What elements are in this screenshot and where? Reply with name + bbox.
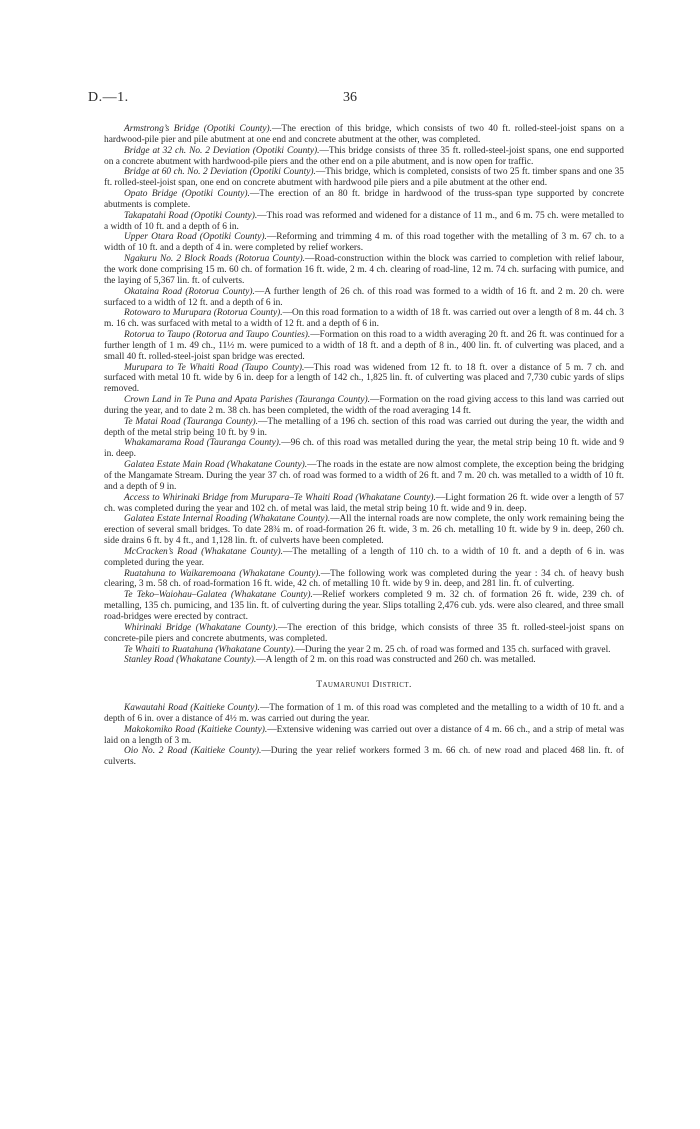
work-description: —The erection of this bridge, which consists of two 40 ft. rolled-steel-joist spans on a hardwood-pile pier and pile abutment at one end and concrete abutment at the other, was completed.: [104, 124, 624, 145]
page-number: 36: [343, 90, 357, 105]
work-title: Galatea Estate Internal Roading (Whakatane County).: [124, 514, 331, 525]
work-paragraph: [104, 330, 624, 363]
work-description: —This road was reformed and widened for a distance of 11 m., and 6 m. 75 ch. were metalled to a width of 10 ft. and a depth of 6 in.: [104, 210, 624, 232]
work-title: Rotorua to Taupo (Rotorua and Taupo Counties).: [124, 330, 311, 341]
work-description: —The following work was completed during the year : 34 ch. of heavy bush clearing, 3 m. 58 ch. of road-formation 16 ft. wide, 42 ch. of metalling 10 ft. wide by 9 in. deep, and 281 lin. ft. of culverting.: [104, 568, 624, 590]
work-description: —Reforming and trimming 4 m. of this road together with the metalling of 3 m. 67 ch. to a width of 10 ft. and a depth of 4 in. were completed by relief workers.: [104, 232, 624, 254]
work-description: —96 ch. of this road was metalled during the year, the metal strip being 10 ft. wide and 9 in. deep.: [104, 438, 624, 460]
work-description: —The metalling of a 196 ch. section of this road was carried out during the year, the width and depth of the metal strip being 10 ft. by 9 in.: [104, 416, 624, 438]
work-title: Takapatahi Road (Opotiki County).: [124, 210, 258, 221]
work-title: Okataina Road (Rotorua County).: [124, 286, 255, 297]
work-description: —Light formation 26 ft. wide over a length of 57 ch. was completed during the year and 102 ch. of metal was laid, the metal strip being 10 ft. wide and 9 in. deep.: [104, 492, 624, 514]
work-paragraph: [104, 746, 624, 768]
work-title: Upper Otara Road (Opotiki County).: [124, 232, 267, 243]
work-paragraph: [104, 417, 624, 439]
work-description: —Formation on the road giving access to this land was carried out during the year, and to date 2 m. 38 ch. has been completed, the width of the road averaging 14 ft.: [104, 395, 624, 416]
work-description: —During the year 2 m. 25 ch. of road was formed and 135 ch. surfaced with gravel.: [295, 644, 611, 655]
work-description: —The metalling of a length of 110 ch. to a width of 10 ft. and a depth of 6 in. was completed during the year.: [104, 546, 624, 568]
work-paragraph: [104, 438, 624, 460]
work-paragraph: [104, 146, 624, 168]
work-title: Bridge at 32 ch. No. 2 Deviation (Opotiki County).: [124, 145, 320, 156]
work-description: —The erection of this bridge, which consists of three 35 ft. rolled-steel-joist spans on concrete-pile piers and concrete abutments, was completed.: [104, 622, 624, 644]
work-title: Kawautahi Road (Kaitieke County).: [124, 703, 260, 714]
work-title: Oio No. 2 Road (Kaitieke County).: [124, 746, 262, 757]
work-title: Bridge at 60 ch. No. 2 Deviation (Opotiki County).: [124, 167, 316, 178]
work-description: —Formation on this road to a width averaging 20 ft. and 26 ft. was continued for a further length of 1 m. 49 ch., 11½ m. were pumiced to a width of 18 ft. and a depth of 8 in., 400 lin. ft. of culverting was placed, and a small 40 ft. rolled-steel-joist span bridge was erected.: [104, 330, 624, 362]
work-description: —Relief workers completed 9 m. 32 ch. of formation 26 ft. wide, 239 ch. of metalling, 135 ch. pumicing, and 135 lin. ft. of culverting during the year. Slips totalling 2,476 cub. yds. were also cleared, and three small road-bridges were erected by contract.: [104, 590, 624, 622]
work-title: Crown Land in Te Puna and Apata Parishes (Tauranga County).: [124, 395, 370, 406]
work-description: —A further length of 26 ch. of this road was formed to a width of 16 ft. and 2 m. 20 ch. were surfaced to a width of 12 ft. and a depth of 6 in.: [104, 286, 624, 308]
work-paragraph: [104, 569, 624, 591]
work-title: Te Teko–Waiohau–Galatea (Whakatane County).: [124, 590, 313, 601]
work-paragraph: [104, 232, 624, 254]
work-paragraph: [104, 645, 624, 656]
work-title: McCracken’s Road (Whakatane County).: [124, 546, 283, 557]
work-paragraph: [104, 211, 624, 233]
work-description: —On this road formation to a width of 18 ft. was carried out over a length of 8 m. 44 ch. 3 m. 16 ch. was surfaced with metal to a width of 12 ft. and a depth of 6 in.: [104, 308, 624, 330]
work-title: Stanley Road (Whakatane County).: [124, 655, 257, 666]
work-title: Opato Bridge (Opotiki County).: [124, 189, 250, 200]
work-title: Access to Whirinaki Bridge from Murupara–Te Whaiti Road (Whakatane County).: [124, 492, 436, 503]
work-paragraph: [104, 287, 624, 309]
work-description: —Extensive widening was carried out over a distance of 4 m. 66 ch., and a strip of metal was laid on a length of 3 m.: [104, 724, 624, 746]
work-paragraph: [104, 547, 624, 569]
report-body: [104, 124, 624, 768]
work-description: —The roads in the estate are now almost complete, the exception being the bridging of the Mangamate Stream. During the year 37 ch. of road was formed to a width of 26 ft. and 7 m. 20 ch. was metalled to a width of 10 ft. and a depth of 9 in.: [104, 460, 624, 492]
work-title: Murupara to Te Whaiti Road (Taupo County).: [124, 362, 305, 373]
page-header: [88, 90, 612, 106]
work-title: Whakamarama Road (Tauranga County).: [124, 438, 282, 449]
work-paragraph: [104, 395, 624, 417]
work-description: —All the internal roads are now complete, the only work remaining being the erection of several small bridges. To date 28¾ m. of road-formation 26 ft. wide, 3 m. 26 ch. metalling 10 ft. wide by 9 in. deep, 260 ch. side drains 6 ft. by 4 ft., and 1,128 lin. ft. of culverts have been completed.: [104, 514, 625, 547]
work-paragraph: [104, 514, 624, 547]
work-paragraph: [104, 655, 624, 666]
work-paragraph: [104, 189, 624, 211]
work-paragraph: [104, 590, 624, 623]
work-title: Ruatahuna to Waikaremoana (Whakatane County).: [124, 568, 321, 579]
work-description: —During the year relief workers formed 3 m. 66 ch. of new road and placed 468 lin. ft. of culverts.: [104, 746, 624, 768]
work-paragraph: [104, 254, 624, 287]
work-title: Rotowaro to Murupara (Rotorua County).: [124, 308, 283, 319]
work-description: —This bridge, which is completed, consists of two 25 ft. timber spans and one 35 ft. rolled-steel-joist span, one end on concrete abutment with hardwood pile piers and a pile abutment at the other end.: [104, 167, 624, 189]
work-description: —This bridge consists of three 35 ft. rolled-steel-joist spans, one end supported on a concrete abutment with hardwood-pile piers and the other end on a pile abutment, and is now open for traffic.: [104, 145, 624, 167]
work-paragraph: [104, 623, 624, 645]
work-description: —This road was widened from 12 ft. to 18 ft. over a distance of 5 m. 7 ch. and surfaced with metal 10 ft. wide by 6 in. deep for a length of 142 ch., 1,825 lin. ft. of culverting was placed and 7,730 cubic yards of slips removed.: [104, 362, 624, 395]
work-title: Whirinaki Bridge (Whakatane County).: [124, 622, 278, 633]
work-paragraph: [104, 308, 624, 330]
work-title: Galatea Estate Main Road (Whakatane County).: [124, 460, 308, 471]
work-title: Armstrong’s Bridge (Opotiki County).: [124, 124, 273, 134]
work-paragraph: [104, 460, 624, 493]
work-paragraph: [104, 725, 624, 747]
district-heading: Taumarunui District.: [316, 679, 412, 691]
work-title: Makokomiko Road (Kaitieke County).: [124, 724, 268, 735]
work-description: —A length of 2 m. on this road was constructed and 260 ch. was metalled.: [256, 655, 536, 666]
work-paragraph: [104, 703, 624, 725]
bay-of-plenty-works-list: [104, 124, 624, 666]
work-title: Te Matai Road (Tauranga County).: [124, 416, 259, 427]
taumarunui-works-list: [104, 703, 624, 768]
work-paragraph: [104, 493, 624, 515]
work-description: —The formation of 1 m. of this road was completed and the metalling to a width of 10 ft. and a depth of 6 in. over a distance of 4½ m. was carried out during the year.: [104, 703, 624, 724]
work-description: —Road-construction within the block was carried to completion with relief labour, the work done comprising 15 m. 60 ch. of formation 16 ft. wide, 2 m. 4 ch. clearing of road-line, 12 m. 74 ch. surfacing with pumice, and the laying of 5,367 lin. ft. of culverts.: [104, 254, 624, 286]
document-reference: D.—1.: [88, 90, 129, 105]
work-title: Ngakuru No. 2 Block Roads (Rotorua County).: [124, 254, 305, 265]
work-paragraph: [104, 124, 624, 146]
work-paragraph: [104, 363, 624, 396]
work-paragraph: [104, 167, 624, 189]
work-title: Te Whaiti to Ruatahuna (Whakatane County).: [124, 644, 296, 655]
work-description: —The erection of an 80 ft. bridge in hardwood of the truss-span type supported by concrete abutments is complete.: [104, 189, 624, 210]
